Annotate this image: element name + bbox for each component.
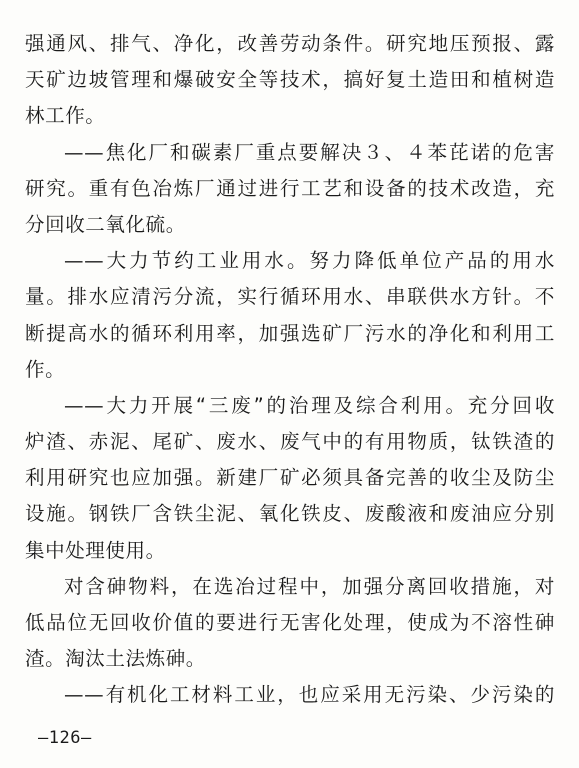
paragraph-arsenic <box>25 569 555 678</box>
text-line: 对含砷物料，在选冶过程中，加强分离回收措施，对 <box>64 574 555 598</box>
paragraph-organic-chemicals <box>25 677 555 713</box>
paragraph-coking-plants <box>25 135 555 244</box>
text-line: 分回收二氧化硫。 <box>25 212 186 236</box>
body-text <box>25 26 555 714</box>
paragraph-water-saving <box>25 243 555 388</box>
paragraph-three-wastes <box>25 388 555 569</box>
text-line: 天矿边坡管理和爆破安全等技术，搞好复土造田和植树造 <box>25 68 555 92</box>
text-line: 林工作。 <box>25 104 106 128</box>
text-line: 利用研究也应加强。新建厂矿必须具备完善的收尘及防尘 <box>25 466 555 490</box>
text-line: ——大力开展“三废”的治理及综合利用。充分回收 <box>64 393 555 417</box>
text-line: ——有机化工材料工业，也应采用无污染、少污染的 <box>64 683 555 707</box>
paragraph-labor-conditions <box>25 26 555 135</box>
text-line: ——焦化厂和碳素厂重点要解决３、４苯芘诺的危害 <box>64 140 555 164</box>
text-line: 设施。钢铁厂含铁尘泥、氧化铁皮、废酸液和废油应分别 <box>25 502 555 526</box>
text-line: 炉渣、赤泥、尾矿、废水、废气中的有用物质，钛铁渣的 <box>25 430 555 454</box>
text-line: 强通风、排气、净化，改善劳动条件。研究地压预报、露 <box>25 32 555 55</box>
text-line: 研究。重有色冶炼厂通过进行工艺和设备的技术改造，充 <box>25 176 555 200</box>
page-number: —126— <box>38 728 92 748</box>
text-line: 作。 <box>25 357 66 381</box>
text-line: 渣。淘汰土法炼砷。 <box>25 647 206 671</box>
text-line: ——大力节约工业用水。努力降低单位产品的用水 <box>64 249 555 273</box>
text-line: 量。排水应清污分流，实行循环用水、串联供水方针。不 <box>25 285 555 309</box>
text-line: 断提高水的循环利用率，加强选矿厂污水的净化和利用工 <box>25 321 555 345</box>
text-line: 集中处理使用。 <box>25 538 166 562</box>
text-line: 低品位无回收价值的要进行无害化处理，使成为不溶性砷 <box>25 611 555 634</box>
